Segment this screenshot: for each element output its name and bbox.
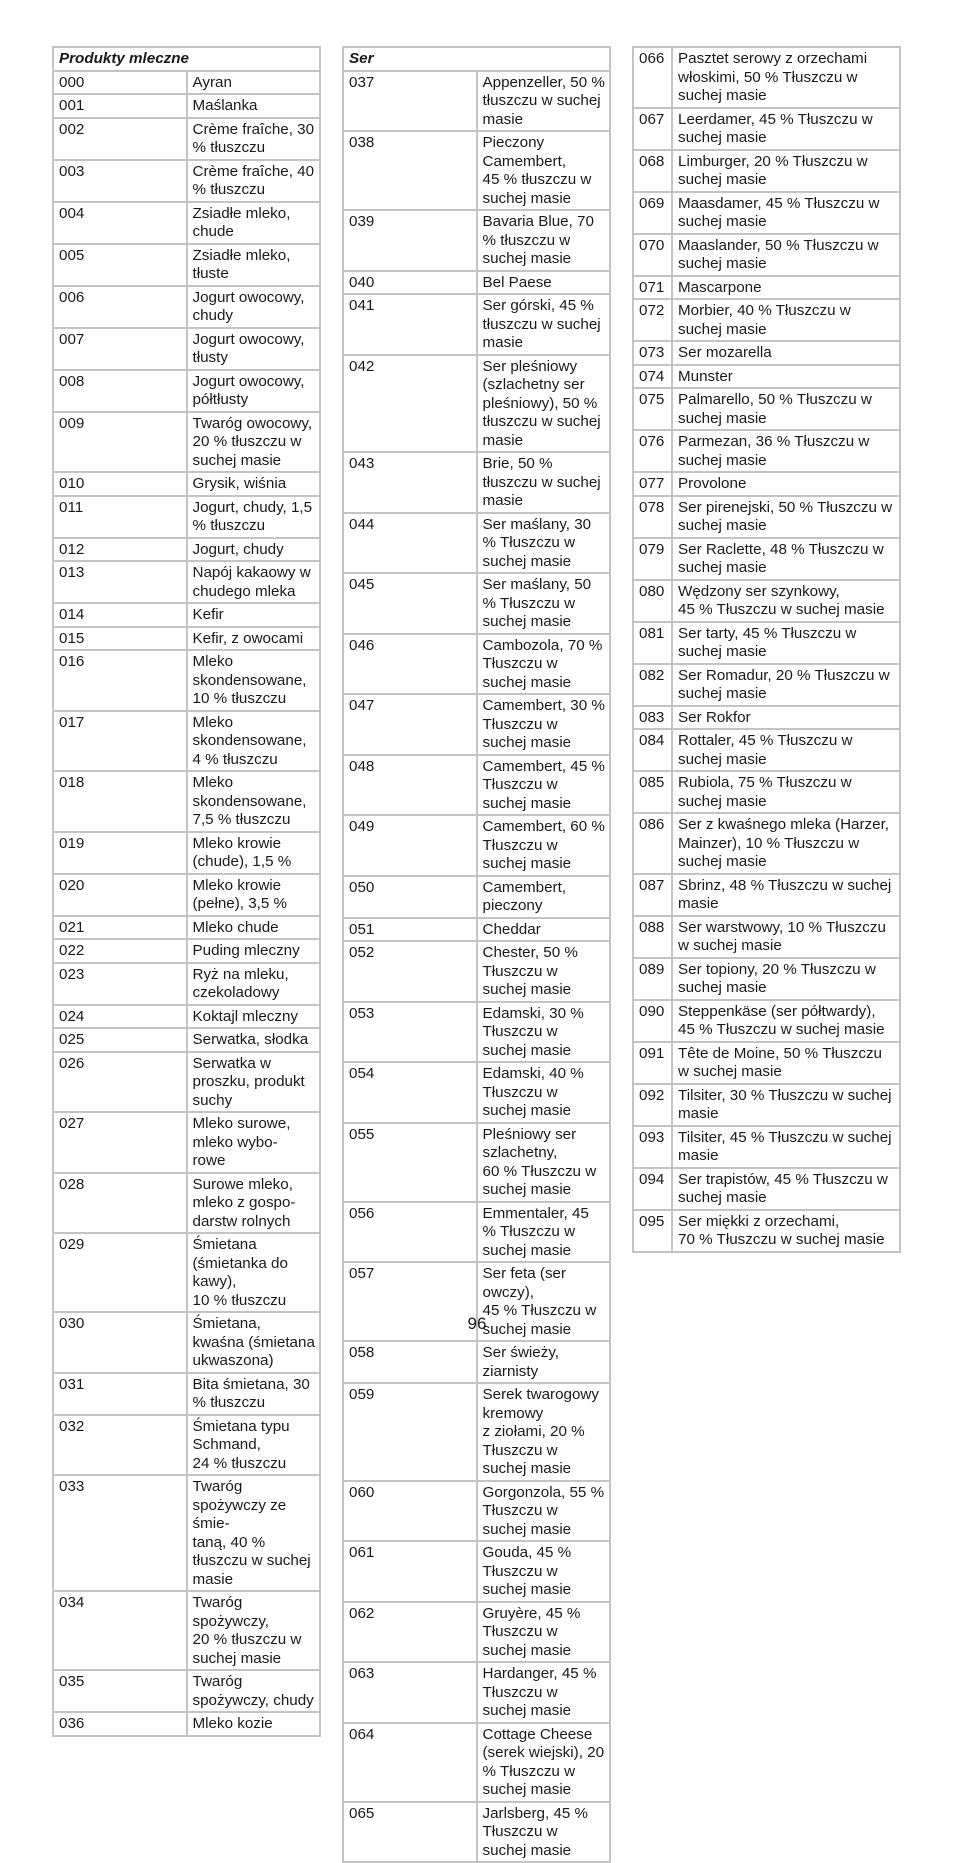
section-title: Ser — [343, 47, 610, 71]
table-row — [53, 832, 320, 874]
food-name: Mleko krowie (chude), 1,5 % — [187, 832, 321, 874]
table-row — [633, 813, 900, 874]
food-name: Mleko krowie (pełne), 3,5 % — [187, 874, 321, 916]
food-name: Pieczony Camembert, 45 % tłuszczu w suchej masie — [477, 131, 611, 210]
table-row — [343, 355, 610, 453]
program-number: 066 — [633, 47, 672, 108]
table-row — [343, 815, 610, 876]
food-name: Provolone — [672, 472, 900, 496]
food-name: Gorgonzola, 55 % Tłuszczu w suchej masie — [477, 1481, 611, 1542]
food-name: Śmietana, kwaśna (śmietana ukwaszona) — [187, 1312, 321, 1373]
table-row — [633, 192, 900, 234]
food-name: Ser warstwowy, 10 % Tłuszczu w suchej masie — [672, 916, 900, 958]
table-row — [633, 916, 900, 958]
table-header-row — [343, 47, 610, 71]
program-number: 022 — [53, 939, 187, 963]
program-number: 044 — [343, 513, 477, 574]
food-name: Ser Raclette, 48 % Tłuszczu w suchej masie — [672, 538, 900, 580]
food-name: Bavaria Blue, 70 % tłuszczu w suchej masie — [477, 210, 611, 271]
food-name: Camembert, 60 % Tłuszczu w suchej masie — [477, 815, 611, 876]
program-number: 079 — [633, 538, 672, 580]
program-number: 068 — [633, 150, 672, 192]
program-number: 059 — [343, 1383, 477, 1481]
table-row — [343, 694, 610, 755]
program-number: 076 — [633, 430, 672, 472]
program-number: 045 — [343, 573, 477, 634]
food-name: Mleko skondensowane, 7,5 % tłuszczu — [187, 771, 321, 832]
table-row — [53, 160, 320, 202]
food-name: Jogurt, chudy — [187, 538, 321, 562]
column-cheese-continued — [632, 46, 901, 1253]
program-number: 025 — [53, 1028, 187, 1052]
food-name: Munster — [672, 365, 900, 389]
food-name: Tilsiter, 45 % Tłuszczu w suchej masie — [672, 1126, 900, 1168]
program-number: 086 — [633, 813, 672, 874]
food-table — [632, 46, 901, 1253]
table-header-row — [53, 47, 320, 71]
program-number: 093 — [633, 1126, 672, 1168]
food-name: Ser tarty, 45 % Tłuszczu w suchej masie — [672, 622, 900, 664]
table-row — [633, 47, 900, 108]
program-number: 015 — [53, 627, 187, 651]
program-number: 082 — [633, 664, 672, 706]
table-row — [53, 1712, 320, 1736]
table-row — [633, 622, 900, 664]
program-number: 077 — [633, 472, 672, 496]
food-name: Bita śmietana, 30 % tłuszczu — [187, 1373, 321, 1415]
program-number: 074 — [633, 365, 672, 389]
program-number: 062 — [343, 1602, 477, 1663]
program-number: 049 — [343, 815, 477, 876]
food-name: Kefir, z owocami — [187, 627, 321, 651]
program-number: 018 — [53, 771, 187, 832]
food-name: Jogurt owocowy, półtłusty — [187, 370, 321, 412]
table-row — [633, 1000, 900, 1042]
food-name: Kefir — [187, 603, 321, 627]
table-row — [343, 1602, 610, 1663]
program-number: 026 — [53, 1052, 187, 1113]
table-row — [53, 1415, 320, 1476]
program-number: 073 — [633, 341, 672, 365]
food-name: Morbier, 40 % Tłuszczu w suchej masie — [672, 299, 900, 341]
table-row — [633, 234, 900, 276]
program-number: 013 — [53, 561, 187, 603]
table-row — [53, 538, 320, 562]
table-row — [343, 1383, 610, 1481]
table-row — [633, 430, 900, 472]
food-name: Gruyère, 45 % Tłuszczu w suchej masie — [477, 1602, 611, 1663]
food-name: Camembert, 30 % Tłuszczu w suchej masie — [477, 694, 611, 755]
column-cheese — [342, 46, 611, 1863]
food-name: Mleko skondensowane, 10 % tłuszczu — [187, 650, 321, 711]
food-name: Jogurt owocowy, tłusty — [187, 328, 321, 370]
table-row — [343, 1541, 610, 1602]
program-number: 063 — [343, 1662, 477, 1723]
food-name: Cambozola, 70 % Tłuszczu w suchej masie — [477, 634, 611, 695]
table-row — [53, 1112, 320, 1173]
table-row — [53, 963, 320, 1005]
page-number: 96 — [467, 1314, 487, 1333]
program-number: 003 — [53, 160, 187, 202]
program-number: 087 — [633, 874, 672, 916]
table-row — [343, 294, 610, 355]
program-number: 023 — [53, 963, 187, 1005]
program-number: 065 — [343, 1802, 477, 1863]
table-row — [633, 150, 900, 192]
table-row — [343, 210, 610, 271]
program-number: 056 — [343, 1202, 477, 1263]
food-name: Ryż na mleku, czekoladowy — [187, 963, 321, 1005]
program-number: 053 — [343, 1002, 477, 1063]
food-name: Edamski, 40 % Tłuszczu w suchej masie — [477, 1062, 611, 1123]
food-name: Mleko surowe, mleko wybo- rowe — [187, 1112, 321, 1173]
food-name: Ser pirenejski, 50 % Tłuszczu w suchej masie — [672, 496, 900, 538]
food-name: Surowe mleko, mleko z gospo- darstw rolnych — [187, 1173, 321, 1234]
program-number: 058 — [343, 1341, 477, 1383]
program-number: 034 — [53, 1591, 187, 1670]
program-number: 089 — [633, 958, 672, 1000]
table-row — [53, 94, 320, 118]
table-row — [343, 271, 610, 295]
table-row — [53, 472, 320, 496]
table-row — [343, 918, 610, 942]
food-name: Mleko skondensowane, 4 % tłuszczu — [187, 711, 321, 772]
food-name: Maślanka — [187, 94, 321, 118]
food-name: Twaróg spożywczy ze śmie- taną, 40 % tłuszczu w suchej masie — [187, 1475, 321, 1591]
table-row — [53, 1173, 320, 1234]
food-name: Koktajl mleczny — [187, 1005, 321, 1029]
program-number: 067 — [633, 108, 672, 150]
program-number: 081 — [633, 622, 672, 664]
program-number: 028 — [53, 1173, 187, 1234]
table-row — [343, 1123, 610, 1202]
table-row — [633, 1210, 900, 1252]
program-number: 014 — [53, 603, 187, 627]
table-row — [633, 365, 900, 389]
program-number: 094 — [633, 1168, 672, 1210]
table-row — [53, 916, 320, 940]
program-number: 006 — [53, 286, 187, 328]
table-row — [53, 1373, 320, 1415]
program-number: 037 — [343, 71, 477, 132]
program-number: 060 — [343, 1481, 477, 1542]
food-name: Ser maślany, 30 % Tłuszczu w suchej masie — [477, 513, 611, 574]
table-row — [343, 1662, 610, 1723]
food-name: Mleko kozie — [187, 1712, 321, 1736]
table-row — [633, 706, 900, 730]
program-number: 009 — [53, 412, 187, 473]
program-number: 088 — [633, 916, 672, 958]
program-number: 071 — [633, 276, 672, 300]
program-number: 042 — [343, 355, 477, 453]
table-row — [633, 874, 900, 916]
program-number: 069 — [633, 192, 672, 234]
table-row — [53, 711, 320, 772]
food-name: Edamski, 30 % Tłuszczu w suchej masie — [477, 1002, 611, 1063]
food-name: Steppenkäse (ser półtwardy), 45 % Tłuszczu w suchej masie — [672, 1000, 900, 1042]
program-number: 005 — [53, 244, 187, 286]
table-row — [53, 939, 320, 963]
table-row — [53, 1028, 320, 1052]
food-name: Pleśniowy ser szlachetny, 60 % Tłuszczu w suchej masie — [477, 1123, 611, 1202]
food-name: Zsiadłe mleko, chude — [187, 202, 321, 244]
food-name: Leerdamer, 45 % Tłuszczu w suchej masie — [672, 108, 900, 150]
food-name: Ser trapistów, 45 % Tłuszczu w suchej masie — [672, 1168, 900, 1210]
table-row — [633, 341, 900, 365]
program-number: 055 — [343, 1123, 477, 1202]
table-row — [53, 771, 320, 832]
program-number: 041 — [343, 294, 477, 355]
food-name: Camembert, pieczony — [477, 876, 611, 918]
program-number: 016 — [53, 650, 187, 711]
table-row — [53, 1052, 320, 1113]
food-name: Serwatka w proszku, produkt suchy — [187, 1052, 321, 1113]
program-number: 008 — [53, 370, 187, 412]
program-number: 075 — [633, 388, 672, 430]
table-row — [53, 1475, 320, 1591]
program-number: 019 — [53, 832, 187, 874]
column-dairy — [52, 46, 321, 1737]
table-row — [633, 664, 900, 706]
program-number: 043 — [343, 452, 477, 513]
food-name: Limburger, 20 % Tłuszczu w suchej masie — [672, 150, 900, 192]
program-number: 031 — [53, 1373, 187, 1415]
food-name: Maasdamer, 45 % Tłuszczu w suchej masie — [672, 192, 900, 234]
table-row — [343, 1202, 610, 1263]
program-number: 083 — [633, 706, 672, 730]
program-number: 038 — [343, 131, 477, 210]
table-row — [53, 370, 320, 412]
food-name: Tête de Moine, 50 % Tłuszczu w suchej masie — [672, 1042, 900, 1084]
program-number: 047 — [343, 694, 477, 755]
food-name: Gouda, 45 % Tłuszczu w suchej masie — [477, 1541, 611, 1602]
program-number: 011 — [53, 496, 187, 538]
table-row — [343, 513, 610, 574]
program-number: 054 — [343, 1062, 477, 1123]
food-name: Crème fraîche, 30 % tłuszczu — [187, 118, 321, 160]
food-name: Jarlsberg, 45 % Tłuszczu w suchej masie — [477, 1802, 611, 1863]
food-name: Maaslander, 50 % Tłuszczu w suchej masie — [672, 234, 900, 276]
table-row — [53, 1233, 320, 1312]
food-name: Ser świeży, ziarnisty — [477, 1341, 611, 1383]
food-name: Sbrinz, 48 % Tłuszczu w suchej masie — [672, 874, 900, 916]
program-number: 061 — [343, 1541, 477, 1602]
food-name: Ser pleśniowy (szlachetny ser pleśniowy), 50 % tłuszczu w suchej masie — [477, 355, 611, 453]
program-number: 052 — [343, 941, 477, 1002]
table-row — [53, 1005, 320, 1029]
table-row — [53, 286, 320, 328]
program-number: 000 — [53, 71, 187, 95]
program-number: 072 — [633, 299, 672, 341]
table-row — [53, 561, 320, 603]
food-name: Tilsiter, 30 % Tłuszczu w suchej masie — [672, 1084, 900, 1126]
food-name: Parmezan, 36 % Tłuszczu w suchej masie — [672, 430, 900, 472]
food-name: Palmarello, 50 % Tłuszczu w suchej masie — [672, 388, 900, 430]
program-number: 092 — [633, 1084, 672, 1126]
program-number: 004 — [53, 202, 187, 244]
program-number: 030 — [53, 1312, 187, 1373]
table-row — [343, 1723, 610, 1802]
program-number: 010 — [53, 472, 187, 496]
food-name: Chester, 50 % Tłuszczu w suchej masie — [477, 941, 611, 1002]
food-name: Twaróg spożywczy, chudy — [187, 1670, 321, 1712]
table-row — [633, 771, 900, 813]
table-row — [53, 244, 320, 286]
program-number: 032 — [53, 1415, 187, 1476]
program-number: 095 — [633, 1210, 672, 1252]
food-name: Cheddar — [477, 918, 611, 942]
food-name: Emmentaler, 45 % Tłuszczu w suchej masie — [477, 1202, 611, 1263]
food-name: Śmietana (śmietanka do kawy), 10 % tłuszczu — [187, 1233, 321, 1312]
food-name: Ser mozarella — [672, 341, 900, 365]
food-table — [342, 46, 611, 1863]
program-number: 020 — [53, 874, 187, 916]
table-row — [633, 299, 900, 341]
food-name: Camembert, 45 % Tłuszczu w suchej masie — [477, 755, 611, 816]
food-name: Śmietana typu Schmand, 24 % tłuszczu — [187, 1415, 321, 1476]
food-name: Crème fraîche, 40 % tłuszczu — [187, 160, 321, 202]
program-number: 080 — [633, 580, 672, 622]
program-number: 048 — [343, 755, 477, 816]
table-row — [53, 603, 320, 627]
table-row — [343, 573, 610, 634]
program-number: 046 — [343, 634, 477, 695]
table-row — [633, 388, 900, 430]
food-name: Ser feta (ser owczy), 45 % Tłuszczu w suchej masie — [477, 1262, 611, 1341]
program-number: 070 — [633, 234, 672, 276]
food-name: Bel Paese — [477, 271, 611, 295]
table-row — [343, 131, 610, 210]
table-row — [633, 472, 900, 496]
food-name: Wędzony ser szynkowy, 45 % Tłuszczu w suchej masie — [672, 580, 900, 622]
program-number: 035 — [53, 1670, 187, 1712]
section-title: Produkty mleczne — [53, 47, 320, 71]
table-row — [343, 634, 610, 695]
food-name: Ser maślany, 50 % Tłuszczu w suchej masie — [477, 573, 611, 634]
food-name: Zsiadłe mleko, tłuste — [187, 244, 321, 286]
food-table — [52, 46, 321, 1737]
food-name: Jogurt, chudy, 1,5 % tłuszczu — [187, 496, 321, 538]
table-row — [53, 71, 320, 95]
table-row — [343, 1481, 610, 1542]
table-row — [633, 1126, 900, 1168]
food-name: Mascarpone — [672, 276, 900, 300]
food-name: Ser górski, 45 % tłuszczu w suchej masie — [477, 294, 611, 355]
program-number: 040 — [343, 271, 477, 295]
food-name: Cottage Cheese (serek wiejski), 20 % Tłuszczu w suchej masie — [477, 1723, 611, 1802]
food-name: Ser topiony, 20 % Tłuszczu w suchej masie — [672, 958, 900, 1000]
program-number: 091 — [633, 1042, 672, 1084]
food-name: Ser z kwaśnego mleka (Harzer, Mainzer), 10 % Tłuszczu w suchej masie — [672, 813, 900, 874]
food-name: Twaróg spożywczy, 20 % tłuszczu w suchej masie — [187, 1591, 321, 1670]
table-row — [633, 496, 900, 538]
food-name: Ser Romadur, 20 % Tłuszczu w suchej masie — [672, 664, 900, 706]
program-number: 002 — [53, 118, 187, 160]
table-row — [343, 876, 610, 918]
table-row — [343, 452, 610, 513]
food-name: Pasztet serowy z orzechami włoskimi, 50 % Tłuszczu w suchej masie — [672, 47, 900, 108]
table-row — [633, 276, 900, 300]
table-row — [343, 1002, 610, 1063]
program-number: 036 — [53, 1712, 187, 1736]
program-number: 033 — [53, 1475, 187, 1591]
program-number: 021 — [53, 916, 187, 940]
table-row — [53, 1591, 320, 1670]
program-number: 012 — [53, 538, 187, 562]
food-name: Appenzeller, 50 % tłuszczu w suchej masie — [477, 71, 611, 132]
food-name: Mleko chude — [187, 916, 321, 940]
food-name: Napój kakaowy w chudego mleka — [187, 561, 321, 603]
food-name: Rubiola, 75 % Tłuszczu w suchej masie — [672, 771, 900, 813]
program-number: 078 — [633, 496, 672, 538]
program-number: 085 — [633, 771, 672, 813]
food-name: Twaróg owocowy, 20 % tłuszczu w suchej masie — [187, 412, 321, 473]
table-row — [633, 1084, 900, 1126]
food-name: Ser Rokfor — [672, 706, 900, 730]
food-name: Serek twarogowy kremowy z ziołami, 20 % Tłuszczu w suchej masie — [477, 1383, 611, 1481]
program-number: 007 — [53, 328, 187, 370]
table-row — [53, 650, 320, 711]
program-number: 057 — [343, 1262, 477, 1341]
table-row — [633, 1168, 900, 1210]
food-name: Jogurt owocowy, chudy — [187, 286, 321, 328]
table-row — [53, 627, 320, 651]
food-name: Hardanger, 45 % Tłuszczu w suchej masie — [477, 1662, 611, 1723]
table-row — [53, 496, 320, 538]
table-row — [53, 118, 320, 160]
table-row — [343, 1802, 610, 1863]
table-row — [343, 1062, 610, 1123]
program-number: 039 — [343, 210, 477, 271]
program-number: 084 — [633, 729, 672, 771]
table-row — [633, 1042, 900, 1084]
table-row — [633, 729, 900, 771]
program-number: 050 — [343, 876, 477, 918]
table-row — [53, 202, 320, 244]
program-number: 090 — [633, 1000, 672, 1042]
program-number: 024 — [53, 1005, 187, 1029]
table-row — [343, 1341, 610, 1383]
table-row — [53, 328, 320, 370]
food-name: Ser miękki z orzechami, 70 % Tłuszczu w suchej masie — [672, 1210, 900, 1252]
table-row — [53, 1670, 320, 1712]
table-row — [633, 108, 900, 150]
food-name: Rottaler, 45 % Tłuszczu w suchej masie — [672, 729, 900, 771]
table-row — [633, 538, 900, 580]
table-row — [343, 755, 610, 816]
food-name: Grysik, wiśnia — [187, 472, 321, 496]
food-name: Puding mleczny — [187, 939, 321, 963]
food-name: Ayran — [187, 71, 321, 95]
table-row — [633, 580, 900, 622]
program-number: 027 — [53, 1112, 187, 1173]
food-name: Brie, 50 % tłuszczu w suchej masie — [477, 452, 611, 513]
program-number: 017 — [53, 711, 187, 772]
program-number: 029 — [53, 1233, 187, 1312]
table-row — [633, 958, 900, 1000]
program-number: 001 — [53, 94, 187, 118]
program-number: 064 — [343, 1723, 477, 1802]
program-number: 051 — [343, 918, 477, 942]
table-row — [53, 874, 320, 916]
table-row — [53, 412, 320, 473]
table-row — [343, 941, 610, 1002]
food-name: Serwatka, słodka — [187, 1028, 321, 1052]
table-row — [343, 71, 610, 132]
